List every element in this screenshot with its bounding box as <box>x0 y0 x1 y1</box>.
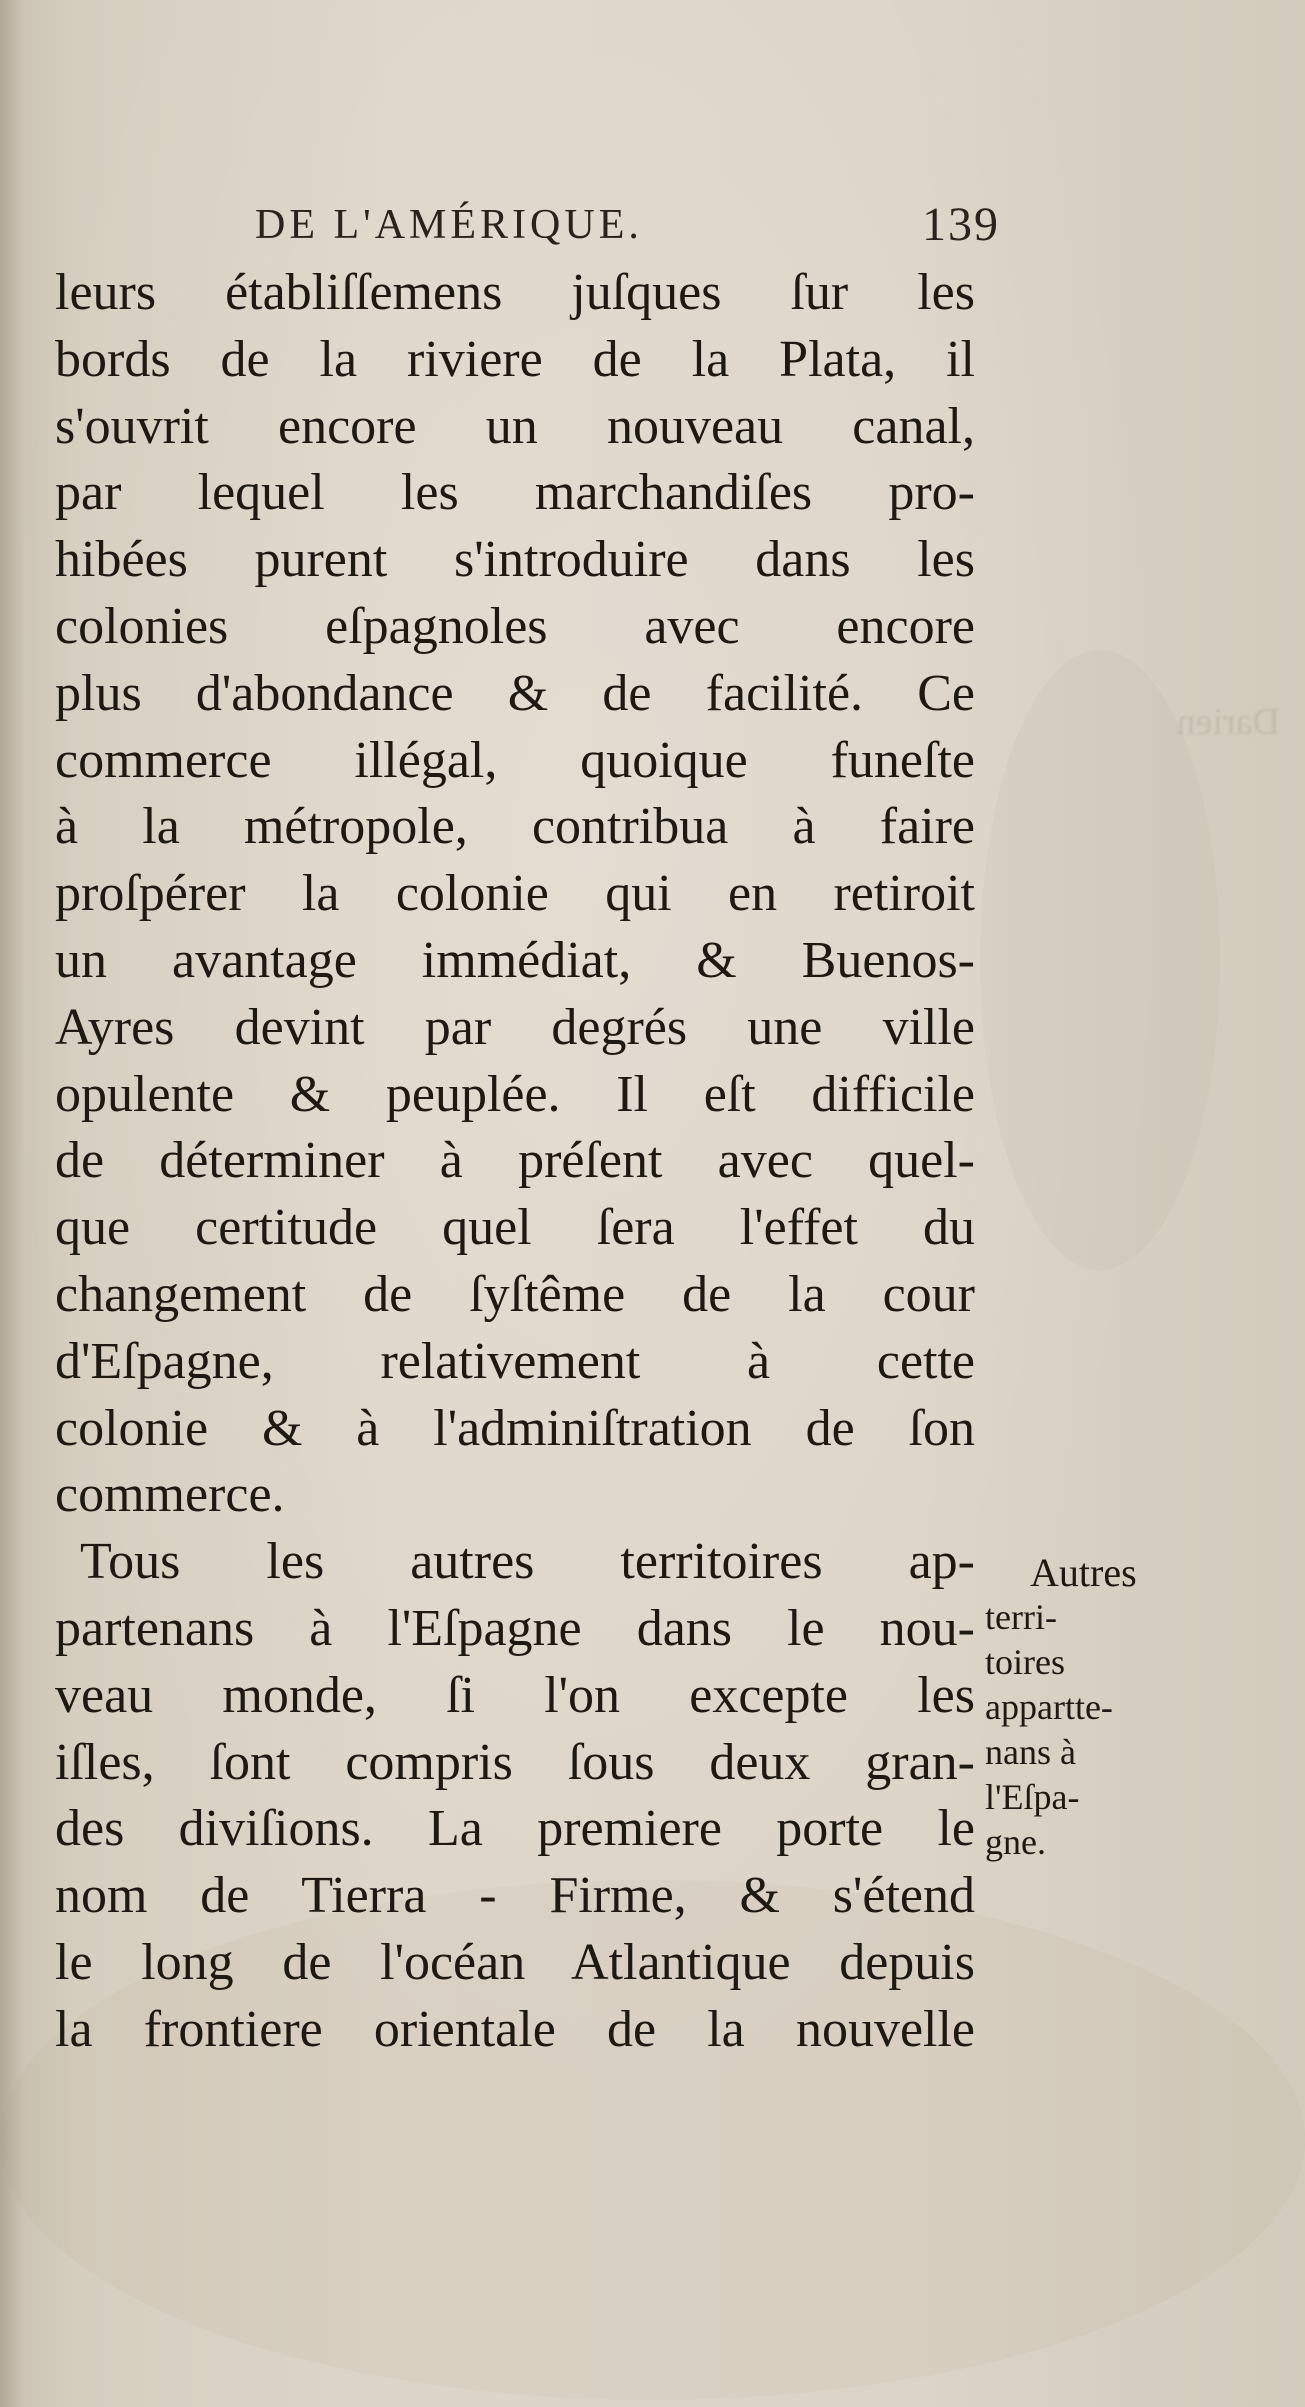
margin-note-line: appartte- <box>985 1687 1113 1727</box>
bleed-through-text <box>1030 690 1280 1250</box>
running-title: DE L'AMÉRIQUE. <box>255 202 643 248</box>
page-gutter <box>0 0 22 2407</box>
running-head <box>255 195 1000 255</box>
margin-note-line: Autres <box>1030 1550 1137 1595</box>
text-line: à la métropole, contribua à faire <box>55 798 975 856</box>
main-text <box>55 260 975 2064</box>
text-line: colonie & à l'adminiſtration de ſon <box>55 1399 975 1457</box>
text-line: commerce illégal, quoique funeſte <box>55 731 975 789</box>
page-number: 139 <box>922 198 1000 251</box>
text-line: changement de ſyſtême de la cour <box>55 1265 975 1323</box>
bleed-line: Darien <box>1176 701 1280 743</box>
paragraph-start-line: Tous les autres territoires ap- <box>80 1533 975 1591</box>
text-line: nom de Tierra - Firme, & s'étend <box>55 1867 975 1925</box>
margin-note-line: terri- <box>985 1597 1057 1637</box>
text-line: d'Eſpagne, relativement à cette <box>55 1332 975 1390</box>
text-line: hibées purent s'introduire dans les <box>55 531 975 589</box>
text-line: par lequel les marchandiſes pro- <box>55 464 975 522</box>
text-line: la frontiere orientale de la nouvelle <box>55 2000 975 2058</box>
text-line: plus d'abondance & de facilité. Ce <box>55 664 975 722</box>
margin-note-line: gne. <box>985 1822 1046 1862</box>
text-line: bords de la riviere de la Plata, il <box>55 330 975 388</box>
margin-note-line: nans à <box>985 1732 1076 1772</box>
text-line: un avantage immédiat, & Buenos- <box>55 931 975 989</box>
text-line: le long de l'océan Atlantique depuis <box>55 1933 975 1991</box>
margin-note <box>985 1550 1205 1865</box>
margin-note-line: toires <box>985 1642 1065 1682</box>
text-line: s'ouvrit encore un nouveau canal, <box>55 397 975 455</box>
text-line: Ayres devint par degrés une ville <box>55 998 975 1056</box>
margin-note-line: l'Eſpa- <box>985 1777 1080 1817</box>
text-line: leurs établiſſemens juſques ſur les <box>55 264 975 321</box>
text-line: que certitude quel ſera l'effet du <box>55 1199 975 1257</box>
text-line: commerce. <box>55 1466 285 1524</box>
text-line: opulente & peuplée. Il eſt difficile <box>55 1065 975 1123</box>
text-line: veau monde, ſi l'on excepte les <box>55 1666 975 1724</box>
text-line: iſles, ſont compris ſous deux gran- <box>55 1733 975 1791</box>
text-line: des diviſions. La premiere porte le <box>55 1800 975 1858</box>
text-line: partenans à l'Eſpagne dans le nou- <box>55 1599 975 1657</box>
text-line: colonies eſpagnoles avec encore <box>55 597 975 655</box>
text-line: de déterminer à préſent avec quel- <box>55 1132 975 1190</box>
text-line: proſpérer la colonie qui en retiroit <box>55 865 975 923</box>
